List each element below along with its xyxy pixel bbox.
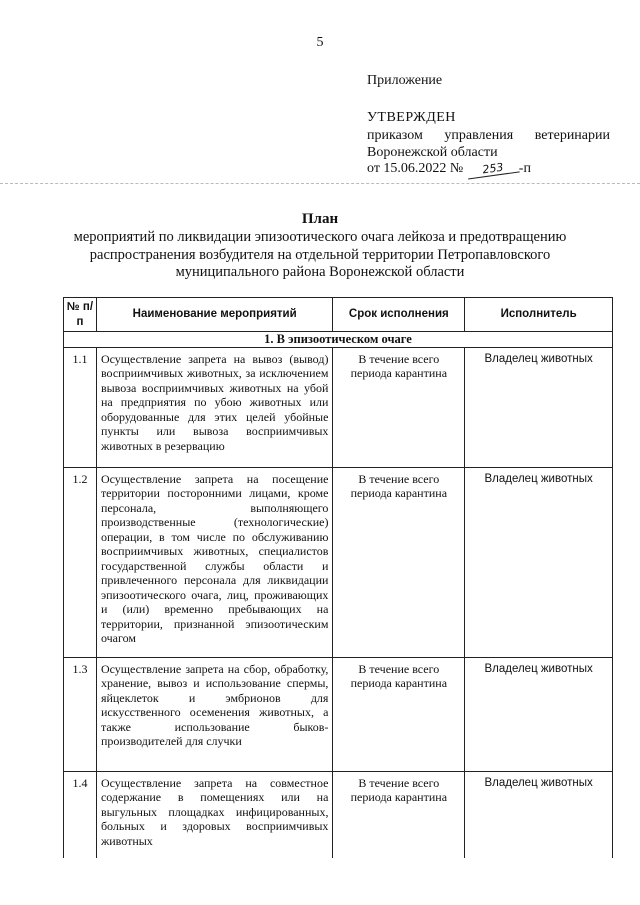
row-name: Осуществление запрета на совместное содержание в помещениях или на выгульных площадках инфицированных, больных и здоровых восприимчивых животных: [96, 771, 333, 858]
approved-label: УТВЕРЖДЕН: [367, 110, 456, 125]
row-term: В течение всего периода карантина: [333, 771, 465, 858]
row-num: 1.2: [64, 467, 97, 657]
row-executor: Владелец животных: [465, 771, 613, 858]
row-executor: Владелец животных: [465, 657, 613, 771]
table-row: [64, 347, 613, 467]
table-row: [64, 657, 613, 771]
plan-subtitle: мероприятий по ликвидации эпизоотического очага лейкоза и предотвращению распространения возбудителя на отдельной территории Петропавловского муниципального района Воронежской области: [73, 229, 567, 280]
row-num: 1.1: [64, 347, 97, 467]
appendix-label: Приложение: [367, 73, 443, 88]
header-name: Наименование мероприятий: [96, 298, 333, 332]
table-row: [64, 771, 613, 858]
section-title: 1. В эпизоотическом очаге: [64, 332, 613, 348]
row-executor: Владелец животных: [465, 467, 613, 657]
page-number: 5: [316, 35, 324, 50]
row-term: В течение всего периода карантина: [333, 467, 465, 657]
order-number-handwritten: 253: [466, 158, 519, 179]
header-term: Срок исполнения: [333, 298, 465, 332]
scan-divider: [0, 183, 640, 184]
header-num: № п/п: [64, 298, 97, 332]
row-name: Осуществление запрета на посещение территории посторонними лицами, кроме персонала, выполняющего производственные (технологические) операции, в том числе по обслуживанию восприимчивых животных, специалистов государственной службы области и привлеченного персонала для ликвидации эпизоотического очага, лиц, проживающих и (или) временно пребывающих на территории, признанной эпизоотическим очагом: [96, 467, 333, 657]
order-line-3: [367, 161, 531, 177]
measures-table: [63, 297, 613, 858]
row-term: В течение всего периода карантина: [333, 347, 465, 467]
order-suffix: -п: [518, 161, 531, 176]
order-line-2: Воронежской области: [367, 145, 498, 160]
row-name: Осуществление запрета на сбор, обработку, хранение, вывоз и использование спермы, яйцеклеток и эмбрионов для искусственного осеменения животных, а также использование быков-производителей для случки: [96, 657, 333, 771]
section-row: [64, 332, 613, 348]
row-num: 1.4: [64, 771, 97, 858]
table-header-row: [64, 298, 613, 332]
row-name: Осуществление запрета на вывоз (вывод) восприимчивых животных, за исключением вывоза восприимчивых животных на убой на предприятия по убою животных или оборудованные для этих целей убойные пункты или вывоза восприимчивых животных в резервацию: [96, 347, 333, 467]
row-executor: Владелец животных: [465, 347, 613, 467]
table-row: [64, 467, 613, 657]
row-num: 1.3: [64, 657, 97, 771]
header-executor: Исполнитель: [465, 298, 613, 332]
order-date: от 15.06.2022 №: [367, 161, 464, 176]
row-term: В течение всего периода карантина: [333, 657, 465, 771]
plan-title: План: [301, 211, 339, 227]
order-line-1: приказом управления ветеринарии: [367, 128, 610, 143]
